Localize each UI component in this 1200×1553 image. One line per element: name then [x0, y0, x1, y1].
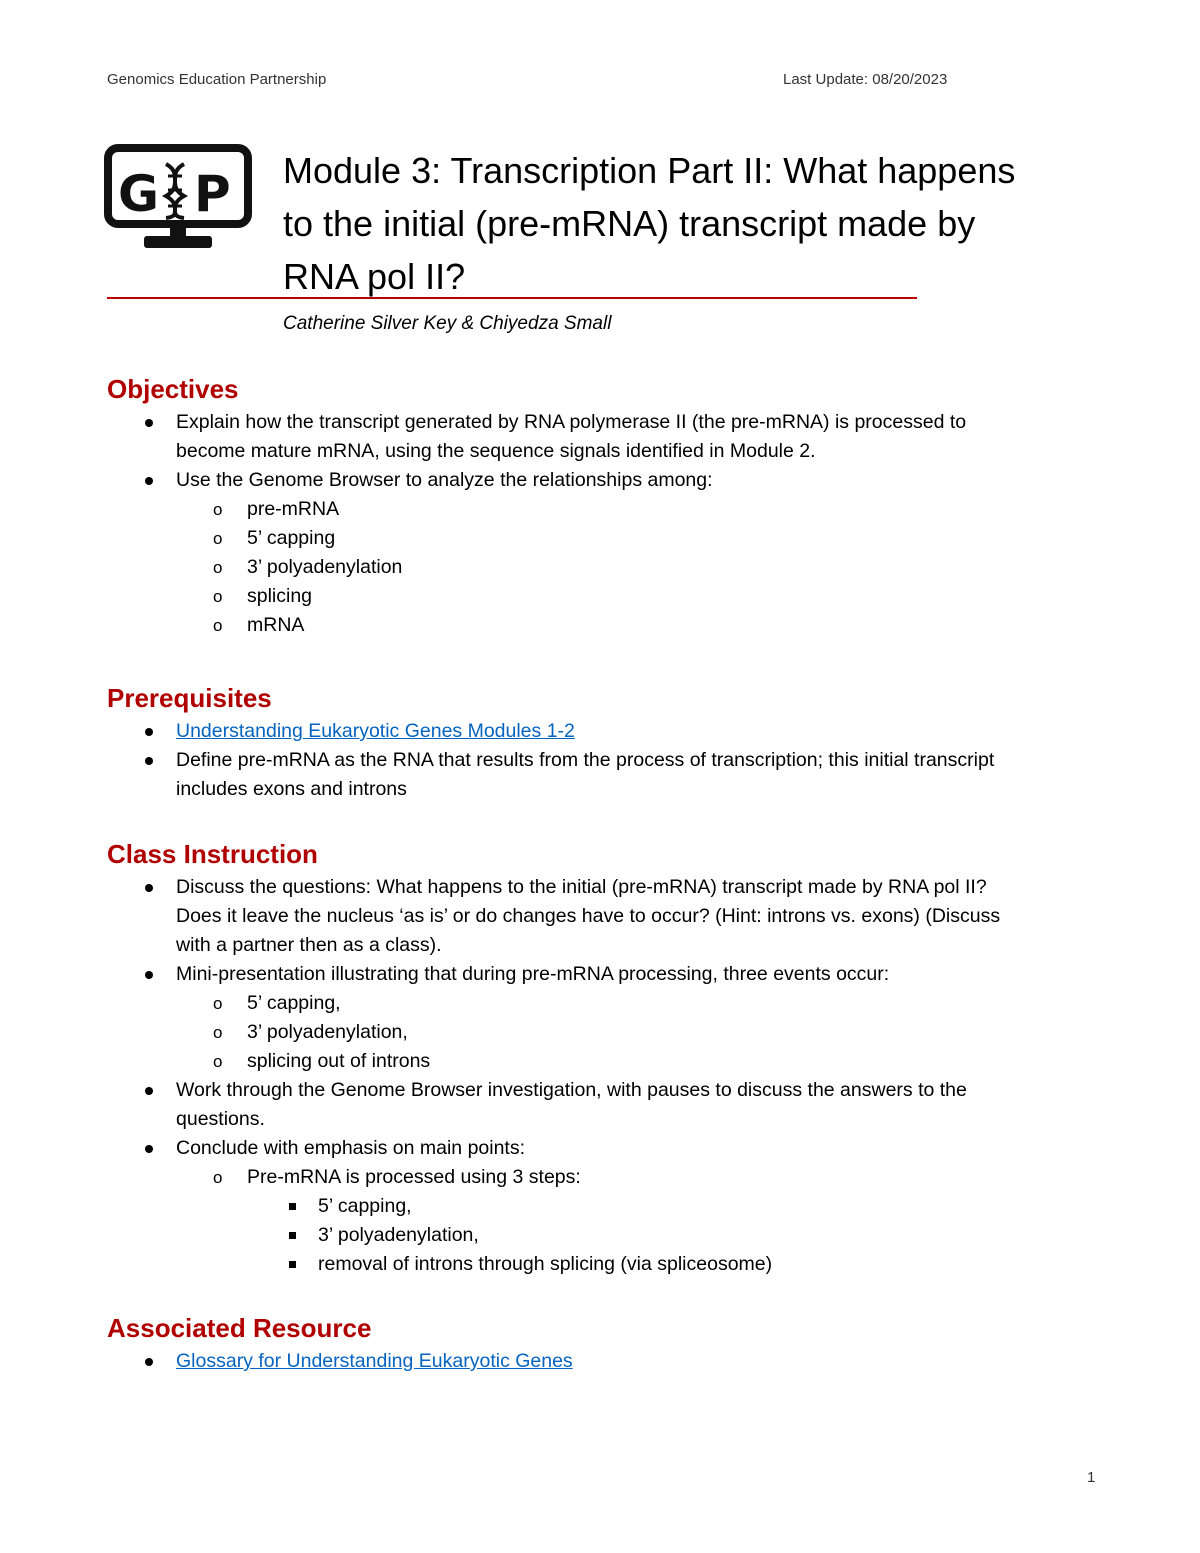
list-item: o Pre-mRNA is processed using 3 steps: 5’ capping, 3’ polyadenylation, removal of introns through splicing (via spliceosome)	[107, 1163, 1136, 1279]
list-item	[107, 717, 1136, 746]
list-item: Mini-presentation illustrating that during pre-mRNA processing, three events occur: o 5’ capping, o 3’ polyadenylation, o splicing out of introns	[107, 960, 1136, 1076]
list-item: o 3’ polyadenylation	[107, 553, 1136, 582]
list-item: o 3’ polyadenylation,	[107, 1018, 1136, 1047]
header-organization: Genomics Education Partnership	[107, 71, 327, 88]
logo-letter-p: P	[194, 165, 231, 223]
list-item: o 5’ capping,	[107, 989, 1136, 1018]
glossary-link[interactable]: Glossary for Understanding Eukaryotic Genes	[176, 1350, 573, 1372]
title-line-3: RNA pol II?	[283, 256, 466, 297]
title-line-1: Module 3: Transcription Part II: What happens	[283, 150, 1016, 191]
list-item	[107, 1347, 1136, 1376]
header-last-update: Last Update: 08/20/2023	[783, 71, 948, 88]
list-item: o mRNA	[107, 611, 1136, 640]
class-instruction-section	[107, 837, 1136, 1279]
list-item: removal of introns through splicing (via spliceosome)	[107, 1250, 1136, 1279]
objectives-heading: Objectives	[107, 374, 239, 404]
list-item: o pre-mRNA	[107, 495, 1136, 524]
list-item: Conclude with emphasis on main points: o Pre-mRNA is processed using 3 steps: 5’ capping, 3’ polyadenylation, removal of introns through splicing (via spliceosome)	[107, 1134, 1136, 1279]
prerequisites-heading: Prerequisites	[107, 683, 272, 713]
modules-link[interactable]: Understanding Eukaryotic Genes Modules 1-2	[176, 720, 575, 742]
class-instruction-heading: Class Instruction	[107, 839, 318, 869]
title-divider	[107, 297, 917, 299]
list-item: o splicing	[107, 582, 1136, 611]
list-item: o splicing out of introns	[107, 1047, 1136, 1076]
list-item: 3’ polyadenylation,	[107, 1221, 1136, 1250]
authors: Catherine Silver Key & Chiyedza Small	[283, 313, 612, 334]
list-item: Work through the Genome Browser investigation, with pauses to discuss the answers to the questions.	[107, 1076, 1136, 1134]
list-item: Discuss the questions: What happens to the initial (pre-mRNA) transcript made by RNA pol II? Does it leave the nucleus ‘as is’ or do changes have to occur? (Hint: introns vs. exons) (Discuss with a partner then as a class).	[107, 873, 1136, 960]
associated-resource-heading: Associated Resource	[107, 1313, 372, 1343]
list-item: Use the Genome Browser to analyze the relationships among: o pre-mRNA o 5’ capping o 3’ polyadenylation o splicing o mRNA	[107, 466, 1136, 640]
title-line-2: to the initial (pre-mRNA) transcript made by	[283, 203, 976, 244]
list-item: Define pre-mRNA as the RNA that results from the process of transcription; this initial transcript includes exons and introns	[107, 746, 1136, 804]
list-item: 5’ capping,	[107, 1192, 1136, 1221]
associated-resource-section	[107, 1311, 1136, 1376]
objectives-section	[107, 372, 1136, 640]
list-item: Explain how the transcript generated by RNA polymerase II (the pre-mRNA) is processed to become mature mRNA, using the sequence signals identified in Module 2.	[107, 408, 1136, 466]
logo-letter-g: G	[118, 165, 160, 223]
list-item: o 5’ capping	[107, 524, 1136, 553]
page-number: 1	[1087, 1469, 1096, 1486]
gep-logo-icon	[104, 144, 252, 250]
dna-helix-icon	[166, 164, 184, 218]
page-title	[283, 144, 1123, 303]
prerequisites-section	[107, 681, 1136, 804]
